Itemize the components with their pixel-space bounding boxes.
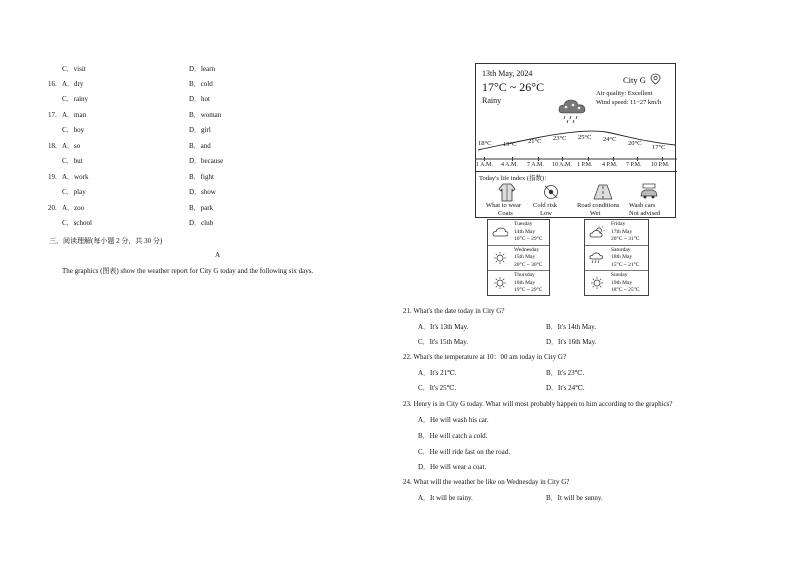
cloud-icon <box>492 226 508 238</box>
forecast-day: Saturday <box>611 246 631 253</box>
forecast-text <box>611 221 639 244</box>
hourly-temp-label: 18°C <box>478 140 492 147</box>
location-pin-icon <box>650 73 661 85</box>
forecast-row <box>488 271 549 296</box>
life-index-title: Today's life index (指数)： <box>479 175 551 182</box>
air-quality: Air quality: Excellent <box>596 90 653 97</box>
hour-label: 1 A.M. <box>476 162 493 168</box>
forecast-row <box>585 246 648 272</box>
option-a: C．school <box>62 219 92 227</box>
forecast-text <box>611 272 639 295</box>
question-number: 18. <box>48 142 57 150</box>
forecast-date: 15th May <box>514 254 536 260</box>
forecast-temp: 19°C ~ 29°C <box>514 287 543 293</box>
life-index-divider <box>476 171 677 172</box>
weather-date: 13th May, 2024 <box>482 69 533 78</box>
forecast-row <box>488 246 549 272</box>
forecast-right-box <box>584 219 649 296</box>
hourly-temperature-chart <box>476 124 677 176</box>
forecast-row <box>585 271 648 296</box>
hour-label: 4 P.M. <box>602 162 618 168</box>
forecast-day: Thursday <box>514 272 535 278</box>
option-b: D．girl <box>189 126 211 134</box>
question-number: 20. <box>48 204 57 212</box>
forecast-row <box>488 220 549 246</box>
answer-option: A．It will be rainy. <box>418 494 473 502</box>
passage-intro: The graphics (图表) show the weather report for City G today and the following six days. <box>62 267 314 275</box>
option-b: D．club <box>189 219 214 227</box>
hourly-temp-label: 25°C <box>578 134 592 141</box>
hour-label: 1 P.M. <box>577 162 593 168</box>
answer-option: B．It will be sunny. <box>546 494 603 502</box>
life-index-value: Not advised <box>629 210 661 217</box>
passage-label: A <box>215 251 221 259</box>
hour-tick <box>484 157 485 161</box>
answer-option: A．It's 21℃. <box>418 369 457 377</box>
answer-option: A．He will wash his car. <box>418 416 489 424</box>
answer-option: B．He will catch a cold. <box>418 432 488 440</box>
wind-speed: Wind speed: 11~27 km/h <box>596 99 662 106</box>
answer-option: D．It's 24℃. <box>546 384 585 392</box>
weather-city: City G <box>623 75 646 85</box>
option-b: D．because <box>189 157 224 165</box>
hour-tick <box>662 157 663 161</box>
hourly-temp-label: 21°C <box>528 138 542 145</box>
forecast-temp: 20°C ~ 31°C <box>611 236 640 242</box>
sun-cloud-icon <box>589 226 605 238</box>
option-a: A．zoo <box>62 204 85 212</box>
answer-option: A．It's 13th May. <box>418 323 469 331</box>
forecast-row <box>585 220 648 246</box>
hour-label: 10 P.M. <box>651 162 670 168</box>
answer-option: B．It's 23℃. <box>546 369 585 377</box>
forecast-temp: 18°C ~ 25°C <box>611 287 640 293</box>
question-stem: 22. What's the temperature at 10：00 am today in City G? <box>403 353 567 361</box>
answer-option: D．He will wear a coat. <box>418 463 487 471</box>
sun-icon <box>492 277 508 289</box>
question-stem: 21. What's the date today in City G? <box>403 307 505 315</box>
coat-icon <box>498 182 516 202</box>
life-index-label: What to wear <box>486 202 522 209</box>
hourly-temp-label: 20°C <box>628 140 642 147</box>
option-b: B．woman <box>189 111 222 119</box>
hour-tick <box>613 157 614 161</box>
hourly-temp-label: 23°C <box>553 135 567 142</box>
life-index-label: Road conditions <box>577 202 620 209</box>
forecast-day: Friday <box>611 221 626 227</box>
option-b: B．fight <box>189 173 214 181</box>
forecast-text <box>611 247 639 270</box>
weather-card <box>475 63 676 218</box>
hour-tick <box>562 157 563 161</box>
rain-cloud-icon <box>556 97 592 125</box>
option-b: D．show <box>189 188 216 196</box>
answer-option: D．It's 16th May. <box>546 338 597 346</box>
option-a: A．so <box>62 142 81 150</box>
forecast-text <box>514 247 542 270</box>
car-wash-icon <box>639 183 659 200</box>
forecast-text <box>514 221 542 244</box>
forecast-date: 14th May <box>514 228 536 235</box>
answer-option: B．It's 14th May. <box>546 323 597 331</box>
life-index-label: Wash cars <box>629 202 656 209</box>
question-number: 19. <box>48 173 57 181</box>
forecast-left-box <box>487 219 550 296</box>
forecast-temp: 15°C ~ 21°C <box>611 261 640 268</box>
forecast-day: Wednesday <box>514 246 540 253</box>
weather-temp-range: 17°C ~ 26°C <box>482 80 545 94</box>
question-number: 16. <box>48 80 57 88</box>
question-stem: 23. Henry is in City G today. What will most probably happen to him according to the graphics? <box>403 400 673 408</box>
option-a: C．but <box>62 157 83 165</box>
forecast-day: Sunday <box>611 272 628 278</box>
hour-tick <box>588 157 589 161</box>
hourly-temp-label: 24°C <box>603 136 617 143</box>
option-a: C．visit <box>62 65 86 73</box>
option-a: C．rainy <box>62 95 89 103</box>
forecast-temp: 20°C ~ 30°C <box>514 261 543 268</box>
option-a: A．man <box>62 111 87 119</box>
hour-tick <box>538 157 539 161</box>
option-b: B．park <box>189 204 214 212</box>
answer-option: C．It's 25℃. <box>418 384 457 392</box>
forecast-date: 19th May <box>611 279 633 286</box>
hour-label: 4 A.M. <box>501 162 518 168</box>
hour-label: 10 A.M. <box>552 162 572 168</box>
forecast-temp: 16°C ~ 29°C <box>514 236 543 242</box>
hourly-temp-label: 17°C <box>652 144 666 151</box>
life-index-value: Wet <box>590 210 601 217</box>
answer-option: C．He will ride fast on the road. <box>418 448 510 456</box>
forecast-date: 17th May <box>611 228 633 235</box>
section-header: 三、阅读理解(每小题 2 分，共 30 分) <box>49 237 163 245</box>
option-a: A．work <box>62 173 89 181</box>
hour-label: 7 A.M. <box>527 162 544 168</box>
option-a: C．boy <box>62 126 85 134</box>
option-b: D．hot <box>189 95 210 103</box>
question-number: 17. <box>48 111 57 119</box>
rain-icon <box>589 252 605 264</box>
option-b: B．and <box>189 142 211 150</box>
forecast-day: Tuesday <box>514 221 533 227</box>
weather-condition: Rainy <box>482 96 502 105</box>
forecast-text <box>514 272 542 295</box>
hourly-temp-label: 19°C <box>503 141 517 148</box>
sun-icon <box>589 277 605 289</box>
sun-icon <box>492 252 508 264</box>
cold-risk-icon <box>542 183 560 201</box>
life-index-value: Coats <box>498 210 513 217</box>
option-a: C．play <box>62 188 86 196</box>
option-a: A．dry <box>62 80 84 88</box>
option-b: D．learn <box>189 65 216 73</box>
life-index-value: Low <box>540 210 552 217</box>
life-index-label: Cold risk <box>533 202 558 209</box>
hour-tick <box>637 157 638 161</box>
question-stem: 24. What will the weather be like on Wednesday in City G? <box>403 478 570 486</box>
hour-label: 7 P.M. <box>626 162 642 168</box>
road-icon <box>593 184 613 200</box>
forecast-date: 18th May <box>611 254 633 260</box>
option-b: B．cold <box>189 80 213 88</box>
hour-tick <box>512 157 513 161</box>
forecast-date: 16th May <box>514 279 536 286</box>
answer-option: C．It's 15th May. <box>418 338 469 346</box>
